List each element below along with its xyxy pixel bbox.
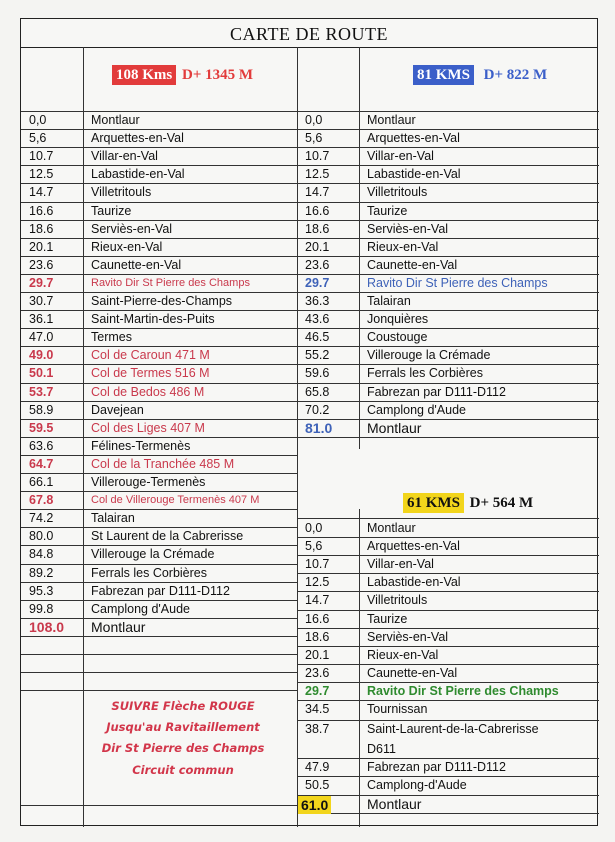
route61-km: 12.5	[305, 575, 330, 590]
route81-place: Rieux-en-Val	[367, 239, 439, 254]
route81-place: Montlaur	[367, 113, 416, 127]
route108-km: 30.7	[29, 294, 54, 308]
route108-km: 59.5	[29, 420, 54, 435]
route108-place: Ravito Dir St Pierre des Champs	[91, 276, 250, 289]
grid-hline	[21, 805, 297, 806]
route61-km: 20.1	[305, 647, 330, 662]
route81-elevation: D+ 822 M	[483, 67, 548, 83]
route61-km: 18.6	[305, 629, 330, 644]
route108-place: Termes	[91, 330, 132, 345]
route81-header	[413, 67, 547, 84]
route108-place: Serviès-en-Val	[91, 221, 173, 236]
route61-km: 0,0	[305, 521, 323, 535]
route108-place: Montlaur	[91, 618, 146, 635]
route61-elevation: D+ 564 M	[469, 495, 534, 511]
route81-place: Serviès-en-Val	[367, 221, 449, 236]
route108-km: 63.6	[29, 438, 54, 453]
route108-km: 20.1	[29, 239, 54, 254]
grid-hline	[297, 437, 599, 438]
route61-badge: 61 KMS	[403, 493, 464, 513]
grid-hline	[297, 646, 599, 647]
route108-place: Labastide-en-Val	[91, 167, 185, 182]
grid-vline	[359, 509, 360, 827]
route81-km: 55.2	[305, 348, 330, 363]
route108-km: 58.9	[29, 402, 54, 417]
note-line-3: Dir St Pierre des Champs	[101, 741, 265, 755]
grid-hline	[297, 147, 599, 148]
route108-place: Col de Villerouge Termenès 407 M	[91, 494, 260, 507]
grid-hline	[21, 328, 297, 329]
grid-hline	[21, 183, 297, 184]
grid-hline	[297, 419, 599, 420]
route61-place: Villar-en-Val	[367, 557, 434, 572]
route108-km: 108.0	[29, 618, 65, 635]
route61-km: 50.5	[305, 778, 330, 793]
route108-place: Talairan	[91, 511, 135, 526]
route108-place: Ferrals les Corbières	[91, 565, 208, 580]
route108-km: 67.8	[29, 493, 54, 508]
route108-place: St Laurent de la Cabrerisse	[91, 529, 244, 544]
route108-place: Arquettes-en-Val	[91, 131, 184, 146]
route81-km: 70.2	[305, 402, 330, 417]
route108-place: Caunette-en-Val	[91, 257, 182, 272]
route81-place: Talairan	[367, 294, 411, 308]
route108-place: Taurize	[91, 203, 132, 218]
route81-place: Ferrals les Corbières	[367, 366, 484, 381]
grid-hline	[297, 292, 599, 293]
route61-place: Serviès-en-Val	[367, 629, 449, 644]
route61-km: 47.9	[305, 760, 330, 775]
route81-place: Caunette-en-Val	[367, 257, 458, 272]
route108-km: 18.6	[29, 221, 54, 236]
route81-km: 23.6	[305, 257, 330, 272]
route81-place: Taurize	[367, 203, 408, 218]
route81-place: Jonquières	[367, 312, 429, 327]
route108-place: Saint-Pierre-des-Champs	[91, 294, 233, 308]
route-card-sheet	[20, 18, 598, 826]
route108-place: Col des Liges 407 M	[91, 420, 205, 435]
route108-place: Camplong d'Aude	[91, 601, 190, 616]
route81-place: Coustouge	[367, 330, 428, 345]
route61-km: 5,6	[305, 539, 323, 554]
route81-km: 5,6	[305, 131, 323, 146]
note-line-2: Jusqu'au Ravitaillement	[106, 720, 260, 734]
route108-km: 89.2	[29, 565, 54, 580]
grid-hline	[21, 509, 297, 510]
grid-hline	[297, 700, 599, 701]
page-title: CARTE DE ROUTE	[21, 19, 597, 48]
route81-km: 43.6	[305, 312, 330, 327]
route108-place: Davejean	[91, 402, 144, 417]
grid-hline	[21, 147, 297, 148]
grid-hline	[21, 690, 297, 691]
grid-hline	[21, 636, 297, 637]
route81-km: 20.1	[305, 239, 330, 254]
route81-km: 81.0	[305, 419, 333, 436]
route108-badge: 108 Kms	[112, 65, 176, 85]
route81-place: Montlaur	[367, 419, 422, 436]
route108-km: 66.1	[29, 475, 54, 489]
route81-place: Ravito Dir St Pierre des Champs	[367, 275, 548, 290]
route61-km: 34.5	[305, 702, 330, 716]
route108-place: Villetritouls	[91, 185, 152, 200]
route61-km: 38.7	[305, 722, 330, 737]
route81-km: 36.3	[305, 294, 330, 308]
grid-vline	[359, 47, 360, 449]
route108-place: Villerouge-Termenès	[91, 475, 206, 489]
route108-place: Fabrezan par D111-D112	[91, 583, 230, 598]
route81-km: 46.5	[305, 330, 330, 345]
route108-place: Rieux-en-Val	[91, 239, 163, 254]
route108-km: 74.2	[29, 511, 54, 526]
grid-hline	[297, 183, 599, 184]
route108-km: 10.7	[29, 149, 54, 164]
route108-km: 16.6	[29, 203, 54, 218]
grid-hline	[297, 238, 599, 239]
route108-place: Col de la Tranchée 485 M	[91, 456, 235, 471]
grid-hline	[21, 202, 297, 203]
route81-km: 12.5	[305, 167, 330, 182]
note-line-1: SUIVRE Flèche ROUGE	[111, 699, 255, 713]
grid-hline	[297, 328, 599, 329]
route61-place: Montlaur	[367, 521, 416, 535]
grid-hline	[297, 202, 599, 203]
route61-place: Taurize	[367, 611, 408, 626]
route61-place: Tournissan	[367, 702, 428, 716]
grid-hline	[21, 654, 297, 655]
route108-km: 12.5	[29, 167, 54, 182]
route108-km: 84.8	[29, 547, 54, 562]
route81-badge: 81 KMS	[413, 65, 474, 85]
grid-hline	[297, 610, 599, 611]
route61-km: 14.7	[305, 593, 330, 608]
route108-km: 99.8	[29, 601, 54, 616]
grid-hline	[297, 813, 599, 814]
route81-km: 0,0	[305, 113, 323, 127]
route61-header	[403, 495, 533, 512]
route108-place: Col de Termes 516 M	[91, 366, 210, 381]
route108-km: 53.7	[29, 384, 54, 399]
route108-km: 29.7	[29, 275, 54, 290]
route61-km: 23.6	[305, 665, 330, 680]
route81-km: 18.6	[305, 221, 330, 236]
route81-place: Camplong d'Aude	[367, 402, 466, 417]
route81-place: Villar-en-Val	[367, 149, 434, 164]
route81-place: Villerouge la Crémade	[367, 348, 491, 363]
route108-km: 0,0	[29, 113, 47, 127]
route61-place: Saint-Laurent-de-la-Cabrerisse	[367, 722, 539, 737]
route108-header	[112, 67, 253, 84]
route61-place: Labastide-en-Val	[367, 575, 461, 590]
grid-hline	[297, 795, 599, 796]
route108-place: Col de Bedos 486 M	[91, 384, 205, 399]
route61-place: Rieux-en-Val	[367, 647, 439, 662]
route108-km: 49.0	[29, 348, 54, 363]
route108-place: Saint-Martin-des-Puits	[91, 312, 215, 327]
route61-place: Ravito Dir St Pierre des Champs	[367, 683, 559, 698]
route108-elevation: D+ 1345 M	[182, 67, 254, 83]
grid-hline	[297, 591, 599, 592]
route108-place: Col de Caroun 471 M	[91, 348, 210, 363]
grid-hline	[21, 672, 297, 673]
route61-km: 61.0	[298, 796, 331, 814]
note-line-4: Circuit commun	[132, 763, 234, 777]
grid-hline	[297, 555, 599, 556]
route61-km: 10.7	[305, 557, 330, 572]
route81-place: Villetritouls	[367, 185, 428, 200]
route61-place: Fabrezan par D111-D112	[367, 760, 506, 775]
grid-hline	[21, 401, 297, 402]
route81-km: 10.7	[305, 149, 330, 164]
route81-km: 16.6	[305, 203, 330, 218]
route81-km: 14.7	[305, 185, 330, 200]
route81-place: Labastide-en-Val	[367, 167, 461, 182]
route108-km: 50.1	[29, 366, 54, 381]
route61-km: 16.6	[305, 611, 330, 626]
route108-km: 64.7	[29, 456, 54, 471]
route61-place: D611	[367, 742, 396, 757]
route61-place: Caunette-en-Val	[367, 665, 458, 680]
route108-km: 5,6	[29, 131, 47, 146]
route61-place: Montlaur	[367, 795, 422, 812]
route81-place: Fabrezan par D111-D112	[367, 384, 506, 399]
route108-place: Félines-Termenès	[91, 438, 191, 453]
route108-place: Villar-en-Val	[91, 149, 158, 164]
route61-place: Villetritouls	[367, 593, 428, 608]
route81-km: 59.6	[305, 366, 330, 381]
route108-km: 80.0	[29, 529, 54, 544]
route81-km: 65.8	[305, 384, 330, 399]
route108-km: 14.7	[29, 185, 54, 200]
route108-place: Villerouge la Crémade	[91, 547, 215, 562]
route81-km: 29.7	[305, 275, 330, 290]
grid-hline	[297, 518, 599, 519]
route61-km: 29.7	[305, 683, 330, 698]
route108-place: Montlaur	[91, 113, 140, 127]
grid-hline	[297, 310, 599, 311]
route108-km: 47.0	[29, 330, 54, 345]
route61-place: Camplong-d'Aude	[367, 778, 467, 793]
route81-place: Arquettes-en-Val	[367, 131, 460, 146]
route61-place: Arquettes-en-Val	[367, 539, 460, 554]
route108-km: 36.1	[29, 312, 54, 327]
route108-km: 23.6	[29, 257, 54, 272]
route108-km: 95.3	[29, 583, 54, 598]
